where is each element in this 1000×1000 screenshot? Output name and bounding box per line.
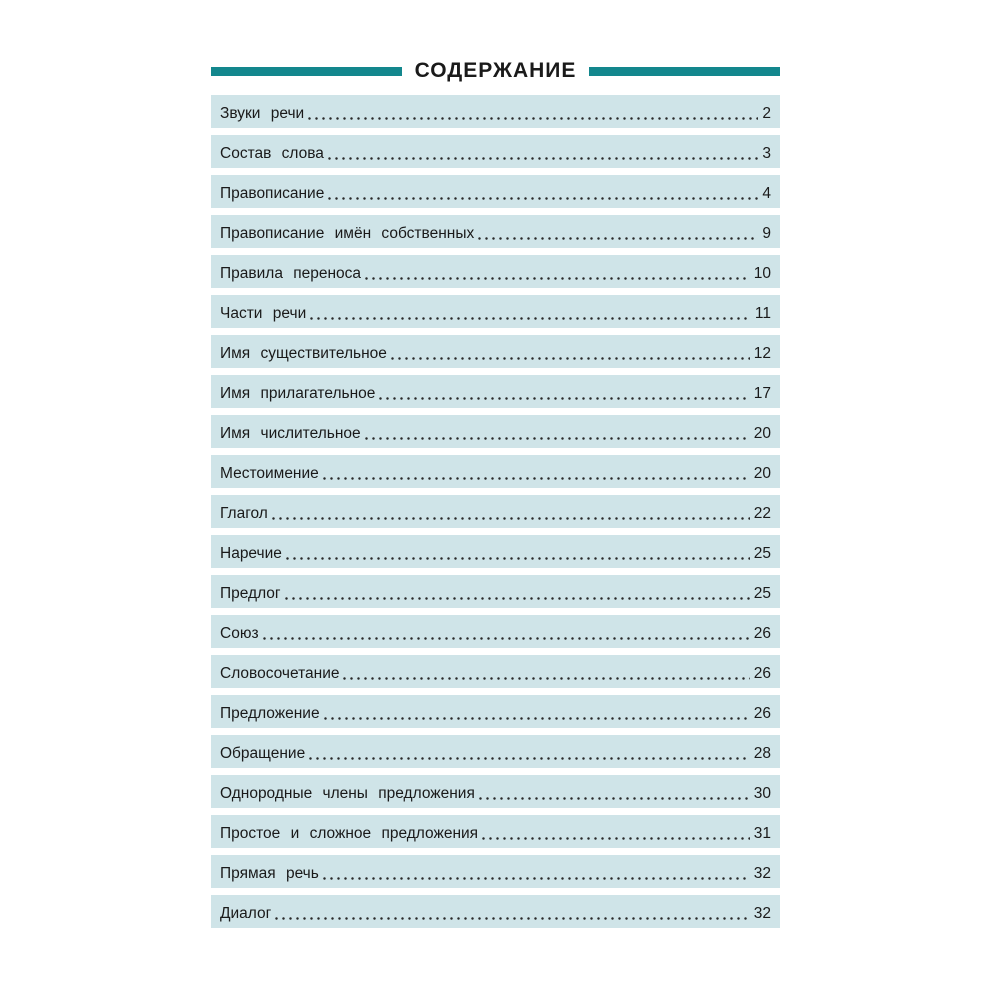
dot-leader	[273, 917, 749, 920]
toc-entry-page: 22	[753, 505, 771, 522]
toc-entry-page: 20	[753, 425, 771, 442]
dot-leader	[322, 717, 750, 720]
toc-row[interactable]	[211, 335, 780, 368]
page-title: СОДЕРЖАНИЕ	[414, 59, 577, 82]
toc-entry-page: 10	[753, 265, 771, 282]
toc-entry-title: Правописание имён собственных	[220, 225, 475, 242]
toc-row[interactable]	[211, 735, 780, 768]
dot-leader	[308, 317, 751, 320]
toc-entry-title: Простое и сложное предложения	[220, 825, 479, 842]
toc-row[interactable]	[211, 215, 780, 248]
toc-entry-page: 12	[753, 345, 771, 362]
toc-entry-page: 2	[762, 105, 771, 122]
toc-entry-page: 9	[762, 225, 771, 242]
toc-row[interactable]	[211, 455, 780, 488]
toc-entry-title: Звуки речи	[220, 105, 305, 122]
toc-entry-page: 25	[753, 585, 771, 602]
dot-leader	[377, 397, 749, 400]
toc-entry-title: Однородные члены предложения	[220, 785, 475, 802]
toc-entry-page: 28	[753, 745, 771, 762]
toc-entry-title: Глагол	[220, 505, 268, 522]
dot-leader	[389, 357, 750, 360]
toc-entry-page: 26	[753, 625, 771, 642]
dot-leader	[321, 877, 750, 880]
toc-row[interactable]	[211, 175, 780, 208]
toc-row[interactable]	[211, 615, 780, 648]
header-left-bar	[211, 67, 402, 76]
toc-entry-title: Имя прилагательное	[220, 385, 376, 402]
toc-header	[211, 56, 780, 86]
toc-row[interactable]	[211, 895, 780, 928]
dot-leader	[363, 277, 750, 280]
toc-entry-page: 4	[762, 185, 771, 202]
toc-entry-title: Предлог	[220, 585, 281, 602]
toc-entry-title: Диалог	[220, 905, 272, 922]
dot-leader	[307, 757, 750, 760]
dot-leader	[321, 477, 750, 480]
toc-entry-title: Имя числительное	[220, 425, 361, 442]
toc-entry-page: 30	[753, 785, 771, 802]
toc-entry-page: 3	[762, 145, 771, 162]
toc-entry-title: Наречие	[220, 545, 282, 562]
toc-row[interactable]	[211, 375, 780, 408]
toc-list	[211, 95, 780, 935]
toc-row[interactable]	[211, 95, 780, 128]
toc-entry-title: Союз	[220, 625, 259, 642]
dot-leader	[284, 557, 750, 560]
toc-entry-title: Местоимение	[220, 465, 319, 482]
dot-leader	[326, 197, 758, 200]
dot-leader	[476, 237, 758, 240]
toc-row[interactable]	[211, 575, 780, 608]
toc-row[interactable]	[211, 815, 780, 848]
toc-entry-page: 32	[753, 865, 771, 882]
dot-leader	[326, 157, 758, 160]
toc-row[interactable]	[211, 535, 780, 568]
toc-row[interactable]	[211, 415, 780, 448]
toc-row[interactable]	[211, 255, 780, 288]
dot-leader	[363, 437, 750, 440]
dot-leader	[477, 797, 750, 800]
toc-entry-title: Предложение	[220, 705, 320, 722]
toc-row[interactable]	[211, 135, 780, 168]
toc-entry-page: 25	[753, 545, 771, 562]
dot-leader	[270, 517, 750, 520]
toc-row[interactable]	[211, 495, 780, 528]
dot-leader	[480, 837, 750, 840]
toc-row[interactable]	[211, 655, 780, 688]
toc-entry-page: 31	[753, 825, 771, 842]
toc-entry-page: 11	[754, 305, 771, 322]
toc-row[interactable]	[211, 775, 780, 808]
toc-entry-page: 17	[753, 385, 771, 402]
toc-row[interactable]	[211, 695, 780, 728]
toc-entry-title: Обращение	[220, 745, 306, 762]
toc-entry-title: Правописание	[220, 185, 325, 202]
header-right-bar	[589, 67, 780, 76]
dot-leader	[341, 677, 749, 680]
dot-leader	[283, 597, 750, 600]
toc-entry-title: Имя существительное	[220, 345, 387, 362]
dot-leader	[306, 117, 758, 120]
toc-entry-page: 20	[753, 465, 771, 482]
dot-leader	[261, 637, 750, 640]
toc-entry-title: Состав слова	[220, 145, 324, 162]
toc-entry-page: 32	[753, 905, 771, 922]
toc-entry-title: Правила переноса	[220, 265, 362, 282]
toc-row[interactable]	[211, 855, 780, 888]
toc-entry-title: Прямая речь	[220, 865, 319, 882]
toc-entry-page: 26	[753, 705, 771, 722]
toc-entry-page: 26	[753, 665, 771, 682]
toc-entry-title: Части речи	[220, 305, 307, 322]
toc-entry-title: Словосочетание	[220, 665, 340, 682]
toc-row[interactable]	[211, 295, 780, 328]
